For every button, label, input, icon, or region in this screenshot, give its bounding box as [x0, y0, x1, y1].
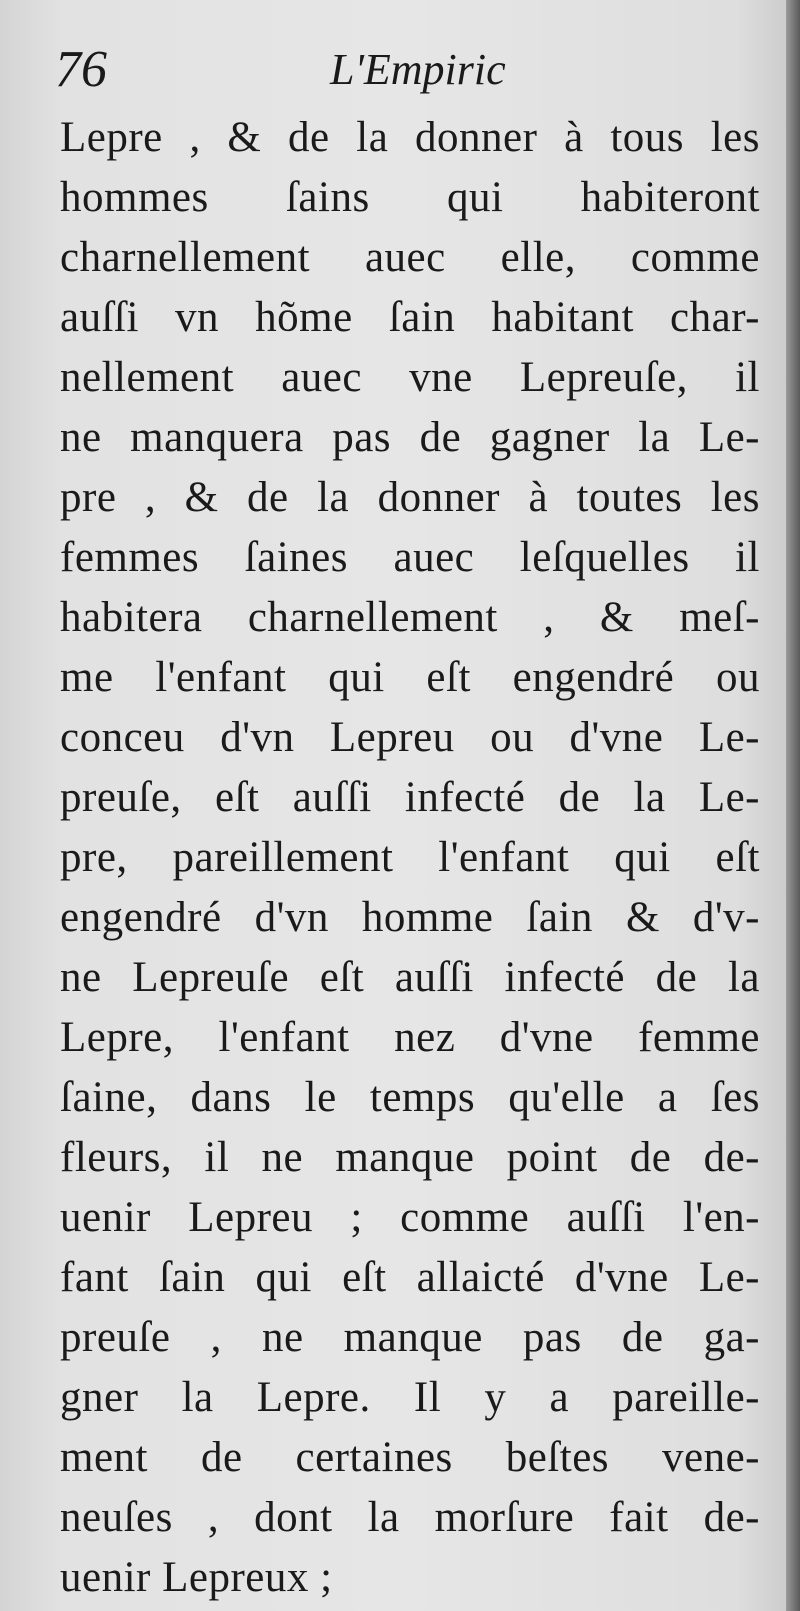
text-line: gner la Lepre. Il y a pareille-	[60, 1374, 760, 1421]
body-text	[60, 108, 760, 1608]
text-line: engendré d'vn homme ſain & d'v-	[60, 894, 760, 941]
text-line: preuſe, eſt auſſi infecté de la Le-	[60, 774, 760, 821]
text-line: uenir Lepreu ; comme auſſi l'en-	[60, 1194, 760, 1241]
text-line: pre, pareillement l'enfant qui eſt	[60, 834, 760, 881]
text-line: ſaine, dans le temps qu'elle a ſes	[60, 1074, 760, 1121]
text-line: fleurs, il ne manque point de de-	[60, 1134, 760, 1181]
text-line: neuſes , dont la morſure fait de-	[60, 1494, 760, 1541]
running-head: L'Empiric	[330, 45, 506, 94]
text-line: charnellement auec elle, comme	[60, 234, 760, 281]
text-line: ment de certaines beſtes vene-	[60, 1434, 760, 1481]
page-edge-shadow	[786, 0, 800, 1611]
text-line: conceu d'vn Lepreu ou d'vne Le-	[60, 714, 760, 761]
text-line: Lepre, l'enfant nez d'vne femme	[60, 1014, 760, 1061]
text-line: fant ſain qui eſt allaicté d'vne Le-	[60, 1254, 760, 1301]
page-number: 76	[55, 41, 107, 98]
text-line-last: uenir Lepreux ;	[60, 1554, 333, 1601]
text-line: pre , & de la donner à toutes les	[60, 474, 760, 521]
text-line: habitera charnellement , & meſ-	[60, 594, 760, 641]
text-line: hommes ſains qui habiteront	[60, 174, 760, 221]
text-line: me l'enfant qui eſt engendré ou	[60, 654, 760, 701]
text-line: nellement auec vne Lepreuſe, il	[60, 354, 760, 401]
page-header	[55, 40, 755, 110]
text-line: auſſi vn hõme ſain habitant char-	[60, 294, 760, 341]
text-line: preuſe , ne manque pas de ga-	[60, 1314, 760, 1361]
text-line: ne manquera pas de gagner la Le-	[60, 414, 760, 461]
text-line: femmes ſaines auec leſquelles il	[60, 534, 760, 581]
text-line: ne Lepreuſe eſt auſſi infecté de la	[60, 954, 760, 1001]
text-line: Lepre , & de la donner à tous les	[60, 114, 760, 161]
